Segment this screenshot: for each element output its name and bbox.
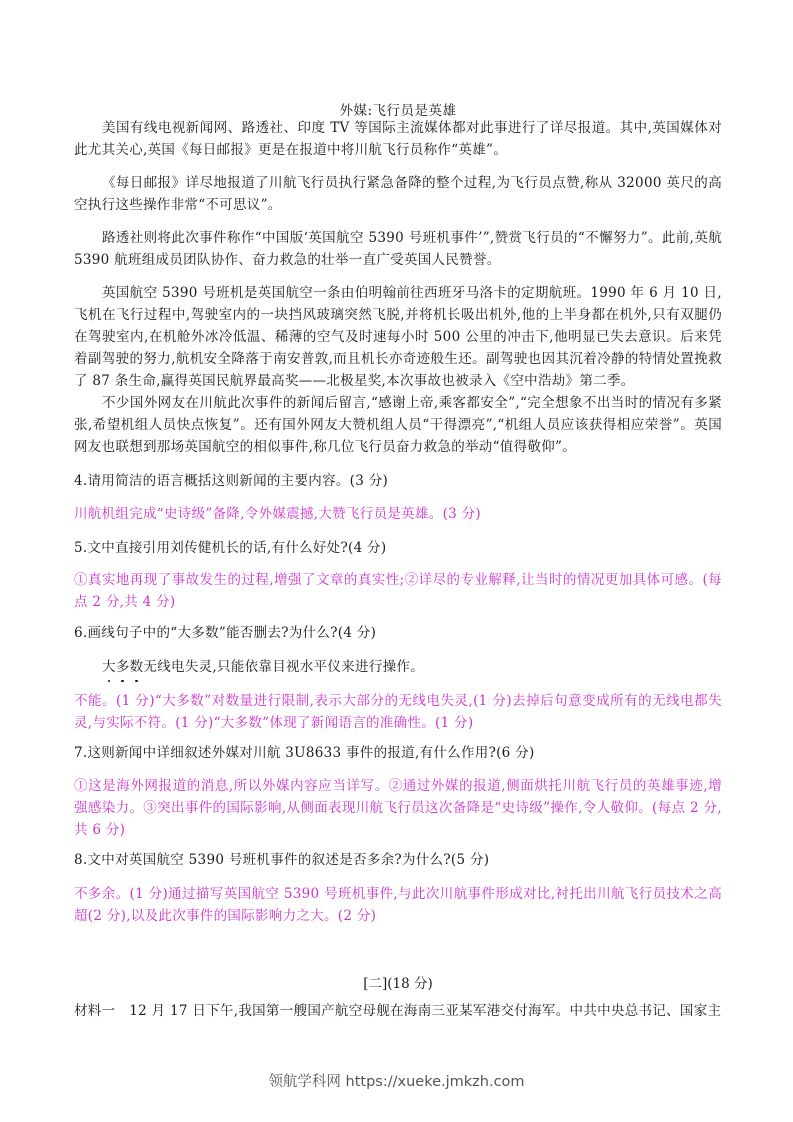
emphasis-dot-char: 大 — [102, 656, 116, 678]
answer-7: ①这是海外网报道的消息,所以外媒内容应当详写。②通过外媒的报道,侧面烘托川航飞行员的英雄事迹,增强感染力。③突出事件的国际影响,从侧面表现川航飞行员这次备降是“史诗级”操作,令人敬仰。(每点 2 分,共 6 分) — [74, 778, 722, 838]
article-paragraph-1: 美国有线电视新闻网、路透社、印度 TV 等国际主流媒体都对此事进行了详尽报道。其中,英国媒体对此尤其关心,英国《每日邮报》更是在报道中将川航飞行员称作“英雄”。 — [74, 120, 722, 158]
article-paragraph-2: 《每日邮报》详尽地报道了川航飞行员执行紧急备降的整个过程,为飞行员点赞,称从 32000 英尺的高空执行这些操作非常“不可思议”。 — [74, 175, 722, 213]
emphasis-dot-char: 数 — [130, 656, 144, 678]
answer-6: 不能。(1 分)“大多数”对数量进行限制,表示大部分的无线电失灵,(1 分)去掉后句意变成所有的无线电都失灵,与实际不符。(1 分)“大多数”体现了新闻语言的准确性。(1 分) — [74, 693, 722, 731]
article-paragraph-4: 英国航空 5390 号班机是英国航空一条由伯明翰前往西班牙马洛卡的定期航班。1990 年 6 月 10 日,飞机在飞行过程中,驾驶室内的一块挡风玻璃突然飞脱,并将机长吸出机外,他的上半身都在机外,只有双腿仍在驾驶室内,在机舱外冰冷低温、稀薄的空气及时速每小时 500 公里的冲击下,他明显已失去意识。后来凭着副驾驶的努力,航机安全降落于南安普敦,而且机长亦奇迹般生还。副驾驶也因其沉着冷静的特情处置挽救了 87 条生命,赢得英国民航界最高奖——北极星奖,本次事故也被录入《空中浩劫》第二季。 — [74, 285, 722, 389]
question-8: 8.文中对英国航空 5390 号班机事件的叙述是否多余?为什么?(5 分) — [74, 852, 490, 868]
underlined-sentence — [102, 656, 424, 678]
sentence-remainder: 无线电失灵,只能依靠目视水平仪来进行操作。 — [143, 659, 425, 675]
emphasis-dots — [102, 659, 143, 675]
section-heading: [二](18 分) — [363, 976, 433, 992]
footer-watermark: 领航学科网 https://xueke.jmkzh.com — [268, 1074, 525, 1090]
question-5: 5.文中直接引用刘传健机长的话,有什么好处?(4 分) — [74, 540, 387, 556]
answer-5: ①真实地再现了事故发生的过程,增强了文章的真实性;②详尽的专业解释,让当时的情况更加具体可感。(每点 2 分,共 4 分) — [74, 572, 722, 610]
question-6: 6.画线句子中的“大多数”能否删去?为什么?(4 分) — [74, 625, 377, 641]
material-one-first-line: 材料一 12 月 17 日下午,我国第一艘国产航空母舰在海南三亚某军港交付海军。中共中央总书记、国家主 — [74, 1003, 722, 1019]
emphasis-dot-char: 多 — [116, 656, 130, 678]
question-7: 7.这则新闻中详细叙述外媒对川航 3U8633 事件的报道,有什么作用?(6 分) — [74, 745, 535, 761]
article-paragraph-3: 路透社则将此次事件称作“中国版‘英国航空 5390 号班机事件’”,赞赏飞行员的“不懈努力”。此前,英航 5390 航班组成员团队协作、奋力救急的壮举一直广受英国人民赞誉。 — [74, 230, 722, 268]
question-4: 4.请用简洁的语言概括这则新闻的主要内容。(3 分) — [74, 473, 389, 489]
article-paragraph-5: 不少国外网友在川航此次事件的新闻后留言,“感谢上帝,乘客都安全”,“完全想象不出当时的情况有多紧张,希望机组人员快点恢复”。还有国外网友大赞机组人员“干得漂亮”,“机组人员应该获得相应荣誉”。英国网友也联想到那场英国航空的相似事件,称几位飞行员奋力救急的举动“值得敬仰”。 — [74, 395, 722, 455]
answer-4: 川航机组完成“史诗级”备降,令外媒震撼,大赞飞行员是英雄。(3 分) — [74, 506, 481, 522]
answer-8: 不多余。(1 分)通过描写英国航空 5390 号班机事件,与此次川航事件形成对比,衬托出川航飞行员技术之高超(2 分),以及此次事件的国际影响力之大。(2 分) — [74, 886, 722, 924]
emphasized-phrase — [102, 659, 143, 675]
article-title: 外媒:飞行员是英雄 — [339, 103, 457, 119]
